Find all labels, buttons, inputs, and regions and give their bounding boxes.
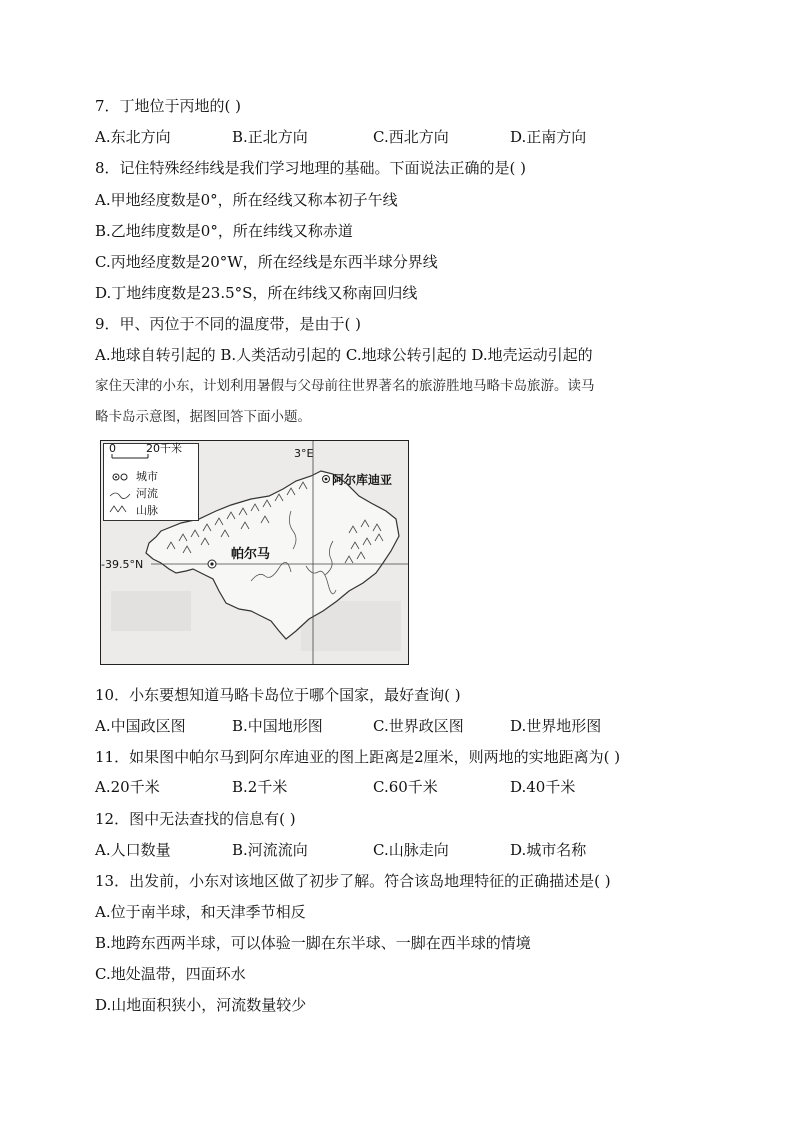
- scale-label: 20千米: [146, 442, 182, 455]
- q8-stem: 8．记住特殊经纬线是我们学习地理的基础。下面说法正确的是( ): [95, 159, 527, 177]
- q12-option-b: B.河流流向: [232, 841, 308, 859]
- q13-option-d: D.山地面积狭小，河流数量较少: [95, 996, 307, 1014]
- q13-stem: 13．出发前，小东对该地区做了初步了解。符合该岛地理特征的正确描述是( ): [95, 872, 611, 890]
- q8-option-b: B.乙地纬度数是0°，所在纬线又称赤道: [95, 222, 353, 240]
- legend-city: 城市: [136, 470, 158, 483]
- q10-option-c: C.世界政区图: [373, 717, 464, 735]
- longitude-label: 3°E: [294, 447, 314, 460]
- city-palma-label: 帕尔马: [231, 547, 271, 562]
- legend-river: 河流: [136, 487, 158, 500]
- q10-option-d: D.世界地形图: [510, 717, 602, 735]
- q11-option-d: D.40千米: [510, 778, 576, 796]
- q13-option-c: C.地处温带，四面环水: [95, 965, 246, 983]
- city-alcudia-label: 阿尔库迪亚: [332, 473, 393, 487]
- q7-option-a: A.东北方向: [95, 128, 171, 146]
- q11-stem: 11．如果图中帕尔马到阿尔库迪亚的图上距离是2厘米，则两地的实地距离为( ): [95, 748, 621, 766]
- q7-stem: 7．丁地位于丙地的( ): [95, 97, 242, 115]
- mallorca-map: [100, 440, 409, 665]
- q10-option-b: B.中国地形图: [232, 717, 323, 735]
- q12-stem: 12．图中无法查找的信息有( ): [95, 810, 296, 828]
- q12-option-c: C.山脉走向: [373, 841, 449, 859]
- intro-line-2: 略卡岛示意图，据图回答下面小题。: [95, 409, 311, 425]
- q9-stem: 9．甲、丙位于不同的温度带，是由于( ): [95, 315, 362, 333]
- legend-mountain: 山脉: [136, 504, 158, 517]
- q12-option-d: D.城市名称: [510, 841, 587, 859]
- q11-option-c: C.60千米: [373, 778, 438, 796]
- q9-options: A.地球自转引起的 B.人类活动引起的 C.地球公转引起的 D.地壳运动引起的: [95, 346, 593, 364]
- scale-zero: 0: [109, 442, 116, 455]
- latitude-label: -39.5°N: [101, 558, 144, 571]
- q11-option-a: A.20千米: [95, 778, 160, 796]
- q8-option-a: A.甲地经度数是0°，所在经线又称本初子午线: [95, 191, 398, 209]
- q12-option-a: A.人口数量: [95, 841, 171, 859]
- q7-option-c: C.西北方向: [373, 128, 449, 146]
- q8-option-c: C.丙地经度数是20°W，所在经线是东西半球分界线: [95, 253, 438, 271]
- q10-option-a: A.中国政区图: [95, 717, 186, 735]
- q13-option-b: B.地跨东西两半球，可以体验一脚在东半球、一脚在西半球的情境: [95, 934, 531, 952]
- q8-option-d: D.丁地纬度数是23.5°S，所在纬线又称南回归线: [95, 284, 418, 302]
- q7-option-d: D.正南方向: [510, 128, 587, 146]
- q10-stem: 10．小东要想知道马略卡岛位于哪个国家，最好查询( ): [95, 686, 461, 704]
- intro-line-1: 家住天津的小东，计划利用暑假与父母前往世界著名的旅游胜地马略卡岛旅游。读马: [95, 378, 595, 394]
- q7-option-b: B.正北方向: [232, 128, 308, 146]
- q13-option-a: A.位于南半球，和天津季节相反: [95, 903, 306, 921]
- map-legend: [103, 443, 199, 521]
- q11-option-b: B.2千米: [232, 778, 288, 796]
